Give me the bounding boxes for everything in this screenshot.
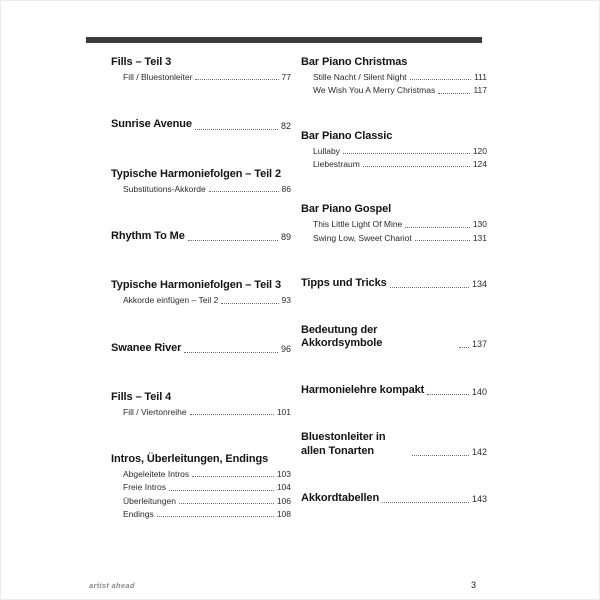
dotted-leader bbox=[427, 394, 469, 395]
toc-entry-page: 131 bbox=[472, 232, 487, 243]
toc-entry bbox=[111, 72, 291, 82]
toc-entry bbox=[301, 72, 487, 82]
toc-entry-label: Akkorde einfügen – Teil 2 bbox=[123, 295, 219, 306]
dotted-leader bbox=[343, 153, 470, 154]
toc-section-title: Typische Harmoniefolgen – Teil 3 bbox=[111, 279, 281, 292]
toc-entry-label: This Little Light Of Mine bbox=[313, 219, 403, 230]
toc-section bbox=[301, 492, 487, 505]
toc-entry-label: Substitutions-Akkorde bbox=[123, 183, 206, 194]
toc-section-title: Sunrise Avenue bbox=[111, 118, 192, 131]
dotted-leader bbox=[179, 503, 274, 504]
toc-section bbox=[111, 453, 291, 519]
toc-section bbox=[111, 279, 291, 305]
toc-section bbox=[111, 230, 291, 243]
dotted-leader bbox=[195, 129, 278, 130]
toc-section bbox=[111, 56, 291, 82]
dotted-leader bbox=[412, 455, 469, 456]
toc-section-page: 89 bbox=[280, 232, 291, 243]
toc-section bbox=[301, 277, 487, 290]
toc-entry-page: 117 bbox=[473, 85, 487, 96]
toc-entry-page: 101 bbox=[276, 406, 291, 417]
toc-entry-page: 111 bbox=[474, 72, 487, 83]
toc-section bbox=[111, 391, 291, 417]
toc-section-title: Intros, Überleitungen, Endings bbox=[111, 453, 269, 466]
dotted-leader bbox=[169, 490, 274, 491]
toc-entry-page: 93 bbox=[281, 295, 291, 306]
dotted-leader bbox=[192, 476, 274, 477]
toc-section-title: Bar Piano Gospel bbox=[301, 203, 392, 216]
toc-entry bbox=[111, 469, 291, 479]
toc-section bbox=[301, 384, 487, 397]
toc-section bbox=[301, 56, 487, 96]
toc-section-page: 96 bbox=[280, 343, 291, 354]
toc-section-page: 82 bbox=[280, 120, 291, 131]
toc-section-page: 134 bbox=[471, 279, 487, 290]
dotted-leader bbox=[382, 502, 469, 503]
toc-entry-page: 124 bbox=[472, 158, 487, 169]
toc-entry bbox=[111, 295, 291, 305]
dotted-leader bbox=[415, 240, 470, 241]
dotted-leader bbox=[190, 414, 274, 415]
toc-entry-page: 77 bbox=[281, 72, 291, 83]
page-number: 3 bbox=[471, 580, 477, 590]
toc-entry-page: 86 bbox=[281, 183, 291, 194]
toc-entry-page: 104 bbox=[276, 482, 291, 493]
dotted-leader bbox=[459, 347, 469, 348]
dotted-leader bbox=[209, 191, 279, 192]
toc-section-title: Bar Piano Christmas bbox=[301, 56, 408, 68]
toc-entry-label: Fill / Bluestonleiter bbox=[123, 72, 193, 83]
toc-entry-label: Abgeleitete Intros bbox=[123, 469, 190, 480]
toc-entry-label: Endings bbox=[123, 508, 154, 519]
toc-section bbox=[111, 118, 291, 131]
toc-section-title: Bluestonleiter in allen Tonarten bbox=[301, 431, 386, 457]
dotted-leader bbox=[405, 227, 470, 228]
toc-section-title: Bar Piano Classic bbox=[301, 129, 393, 142]
toc-entry-page: 103 bbox=[276, 469, 291, 480]
toc-entry-page: 108 bbox=[276, 508, 291, 519]
toc-column-left bbox=[111, 56, 291, 555]
toc-section-title: Fills – Teil 3 bbox=[111, 56, 172, 68]
publisher-logo: artist ahead bbox=[89, 581, 135, 590]
toc-entry bbox=[301, 85, 487, 95]
toc-entry-label: We Wish You A Merry Christmas bbox=[313, 85, 436, 96]
toc-entry-label: Fill / Viertonreihe bbox=[123, 406, 187, 417]
toc-section-title: Rhythm To Me bbox=[111, 229, 185, 242]
toc-section-title: Tipps und Tricks bbox=[301, 276, 387, 289]
toc-entry bbox=[111, 482, 291, 492]
toc-entry-label: Liebestraum bbox=[313, 158, 360, 169]
toc-section-title: Typische Harmoniefolgen – Teil 2 bbox=[111, 167, 281, 180]
toc-section-page: 137 bbox=[471, 339, 487, 350]
dotted-leader bbox=[184, 352, 278, 353]
toc-entry bbox=[301, 219, 487, 229]
toc-entry-label: Überleitungen bbox=[123, 495, 176, 506]
toc-entry bbox=[301, 159, 487, 169]
toc-section bbox=[111, 342, 291, 355]
header-rule bbox=[86, 37, 482, 43]
toc-column-right bbox=[301, 56, 487, 539]
toc-section-title: Akkordtabellen bbox=[301, 491, 380, 504]
toc-entry-label: Freie Intros bbox=[123, 482, 166, 493]
toc-entry-page: 106 bbox=[276, 495, 291, 506]
toc-section bbox=[111, 168, 291, 194]
toc-section-title: Bedeutung der Akkordsymbole bbox=[301, 323, 383, 350]
dotted-leader bbox=[438, 93, 470, 94]
toc-section-title: Swanee River bbox=[111, 341, 182, 354]
toc-entry bbox=[111, 407, 291, 417]
toc-entry bbox=[111, 509, 291, 519]
toc-entry bbox=[111, 184, 291, 194]
dotted-leader bbox=[221, 303, 278, 304]
toc-section bbox=[301, 130, 487, 170]
toc-entry-page: 120 bbox=[472, 145, 487, 156]
toc-section bbox=[301, 203, 487, 243]
toc-entry-label: Stille Nacht / Silent Night bbox=[313, 72, 407, 83]
toc-entry bbox=[301, 233, 487, 243]
dotted-leader bbox=[157, 516, 274, 517]
dotted-leader bbox=[188, 240, 278, 241]
toc-entry bbox=[301, 146, 487, 156]
dotted-leader bbox=[195, 79, 278, 80]
toc-section bbox=[301, 324, 487, 350]
dotted-leader bbox=[410, 79, 472, 80]
toc-section-page: 142 bbox=[471, 447, 487, 458]
toc-entry-label: Swing Low, Sweet Chariot bbox=[313, 232, 412, 243]
toc-entry bbox=[111, 496, 291, 506]
toc-section-title: Fills – Teil 4 bbox=[111, 390, 172, 403]
toc-section-page: 140 bbox=[471, 386, 487, 397]
toc-section-title: Harmonielehre kompakt bbox=[301, 384, 425, 397]
toc-section bbox=[301, 431, 487, 457]
toc-entry-page: 130 bbox=[472, 219, 487, 230]
dotted-leader bbox=[390, 287, 469, 288]
toc-entry-label: Lullaby bbox=[313, 145, 340, 156]
dotted-leader bbox=[363, 166, 470, 167]
toc-section-page: 143 bbox=[471, 494, 487, 505]
